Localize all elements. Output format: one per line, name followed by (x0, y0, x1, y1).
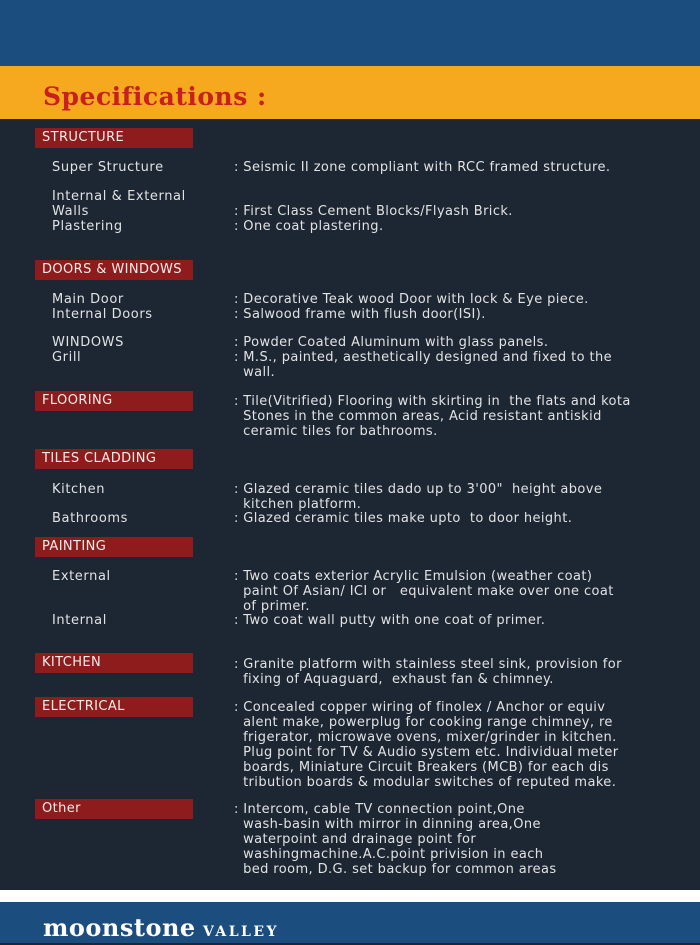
brand-name: moonstone (43, 913, 196, 942)
structure-label-super-structure: Super Structure (52, 160, 164, 175)
page-title: Specifications : (43, 82, 267, 111)
doors-value-main-internal: : Decorative Teak wood Door with lock & Eye piece. : Salwood frame with flush door(ISI). (234, 292, 589, 322)
brand-logo (43, 915, 279, 945)
kitchen-value: : Granite platform with stainless steel sink, provision for fixing of Aquaguard, exhaust fan & chimney. (234, 657, 622, 687)
doors-label-windows-grill: WINDOWS Grill (52, 335, 124, 365)
electrical-value: : Concealed copper wiring of finolex / Anchor or equiv alent make, powerplug for cooking range chimney, re frigerator, microwave ovens, mixer/grinder in kitchen. Plug point for TV & Audio system etc. Individual meter boards, Miniature Circuit Breakers (MCB) for each dis tribution boards & modular switches of reputed make. (234, 700, 619, 790)
section-header-electrical: ELECTRICAL (35, 697, 193, 717)
section-header-kitchen: KITCHEN (35, 653, 193, 673)
structure-value-super-structure: : Seismic II zone compliant with RCC framed structure. (234, 160, 611, 175)
section-header-painting: PAINTING (35, 537, 193, 557)
tiles-label-bathrooms: Bathrooms (52, 511, 129, 526)
section-header-doors-windows: DOORS & WINDOWS (35, 260, 193, 280)
tiles-value-kitchen: : Glazed ceramic tiles dado up to 3'00" height above kitchen platform. (234, 482, 603, 512)
structure-value-walls: : First Class Cement Blocks/Flyash Brick. : One coat plastering. (234, 204, 513, 234)
section-header-other: Other (35, 799, 193, 819)
flooring-value: : Tile(Vitrified) Flooring with skirting in the flats and kota Stones in the common areas, Acid resistant antiskid ceramic tiles for bathrooms. (234, 394, 631, 439)
brand-suffix: VALLEY (195, 924, 280, 940)
tiles-value-bathrooms: : Glazed ceramic tiles make upto to door height. (234, 511, 573, 526)
painting-value-internal: : Two coat wall putty with one coat of primer. (234, 613, 546, 628)
section-header-tiles-cladding: TILES CLADDING (35, 449, 193, 469)
top-blue-band (0, 0, 700, 66)
section-header-structure: STRUCTURE (35, 128, 193, 148)
doors-label-main-internal: Main Door Internal Doors (52, 292, 153, 322)
structure-label-walls: Internal & External Walls Plastering (52, 189, 186, 234)
other-value: : Intercom, cable TV connection point,One wash-basin with mirror in dinning area,One waterpoint and drainage point for washingmachine.A.C.point privision in each bed room, D.G. set backup for common areas (234, 802, 557, 877)
painting-label-internal: Internal (52, 613, 107, 628)
footer-divider (0, 890, 700, 902)
doors-value-windows-grill: : Powder Coated Aluminum with glass panels. : M.S., painted, aesthetically designed and fixed to the wall. (234, 335, 613, 380)
tiles-label-kitchen: Kitchen (52, 482, 106, 497)
section-header-flooring: FLOORING (35, 391, 193, 411)
painting-label-external: External (52, 569, 111, 584)
painting-value-external: : Two coats exterior Acrylic Emulsion (weather coat) paint Of Asian/ ICI or equivalent make over one coat of primer. (234, 569, 614, 614)
